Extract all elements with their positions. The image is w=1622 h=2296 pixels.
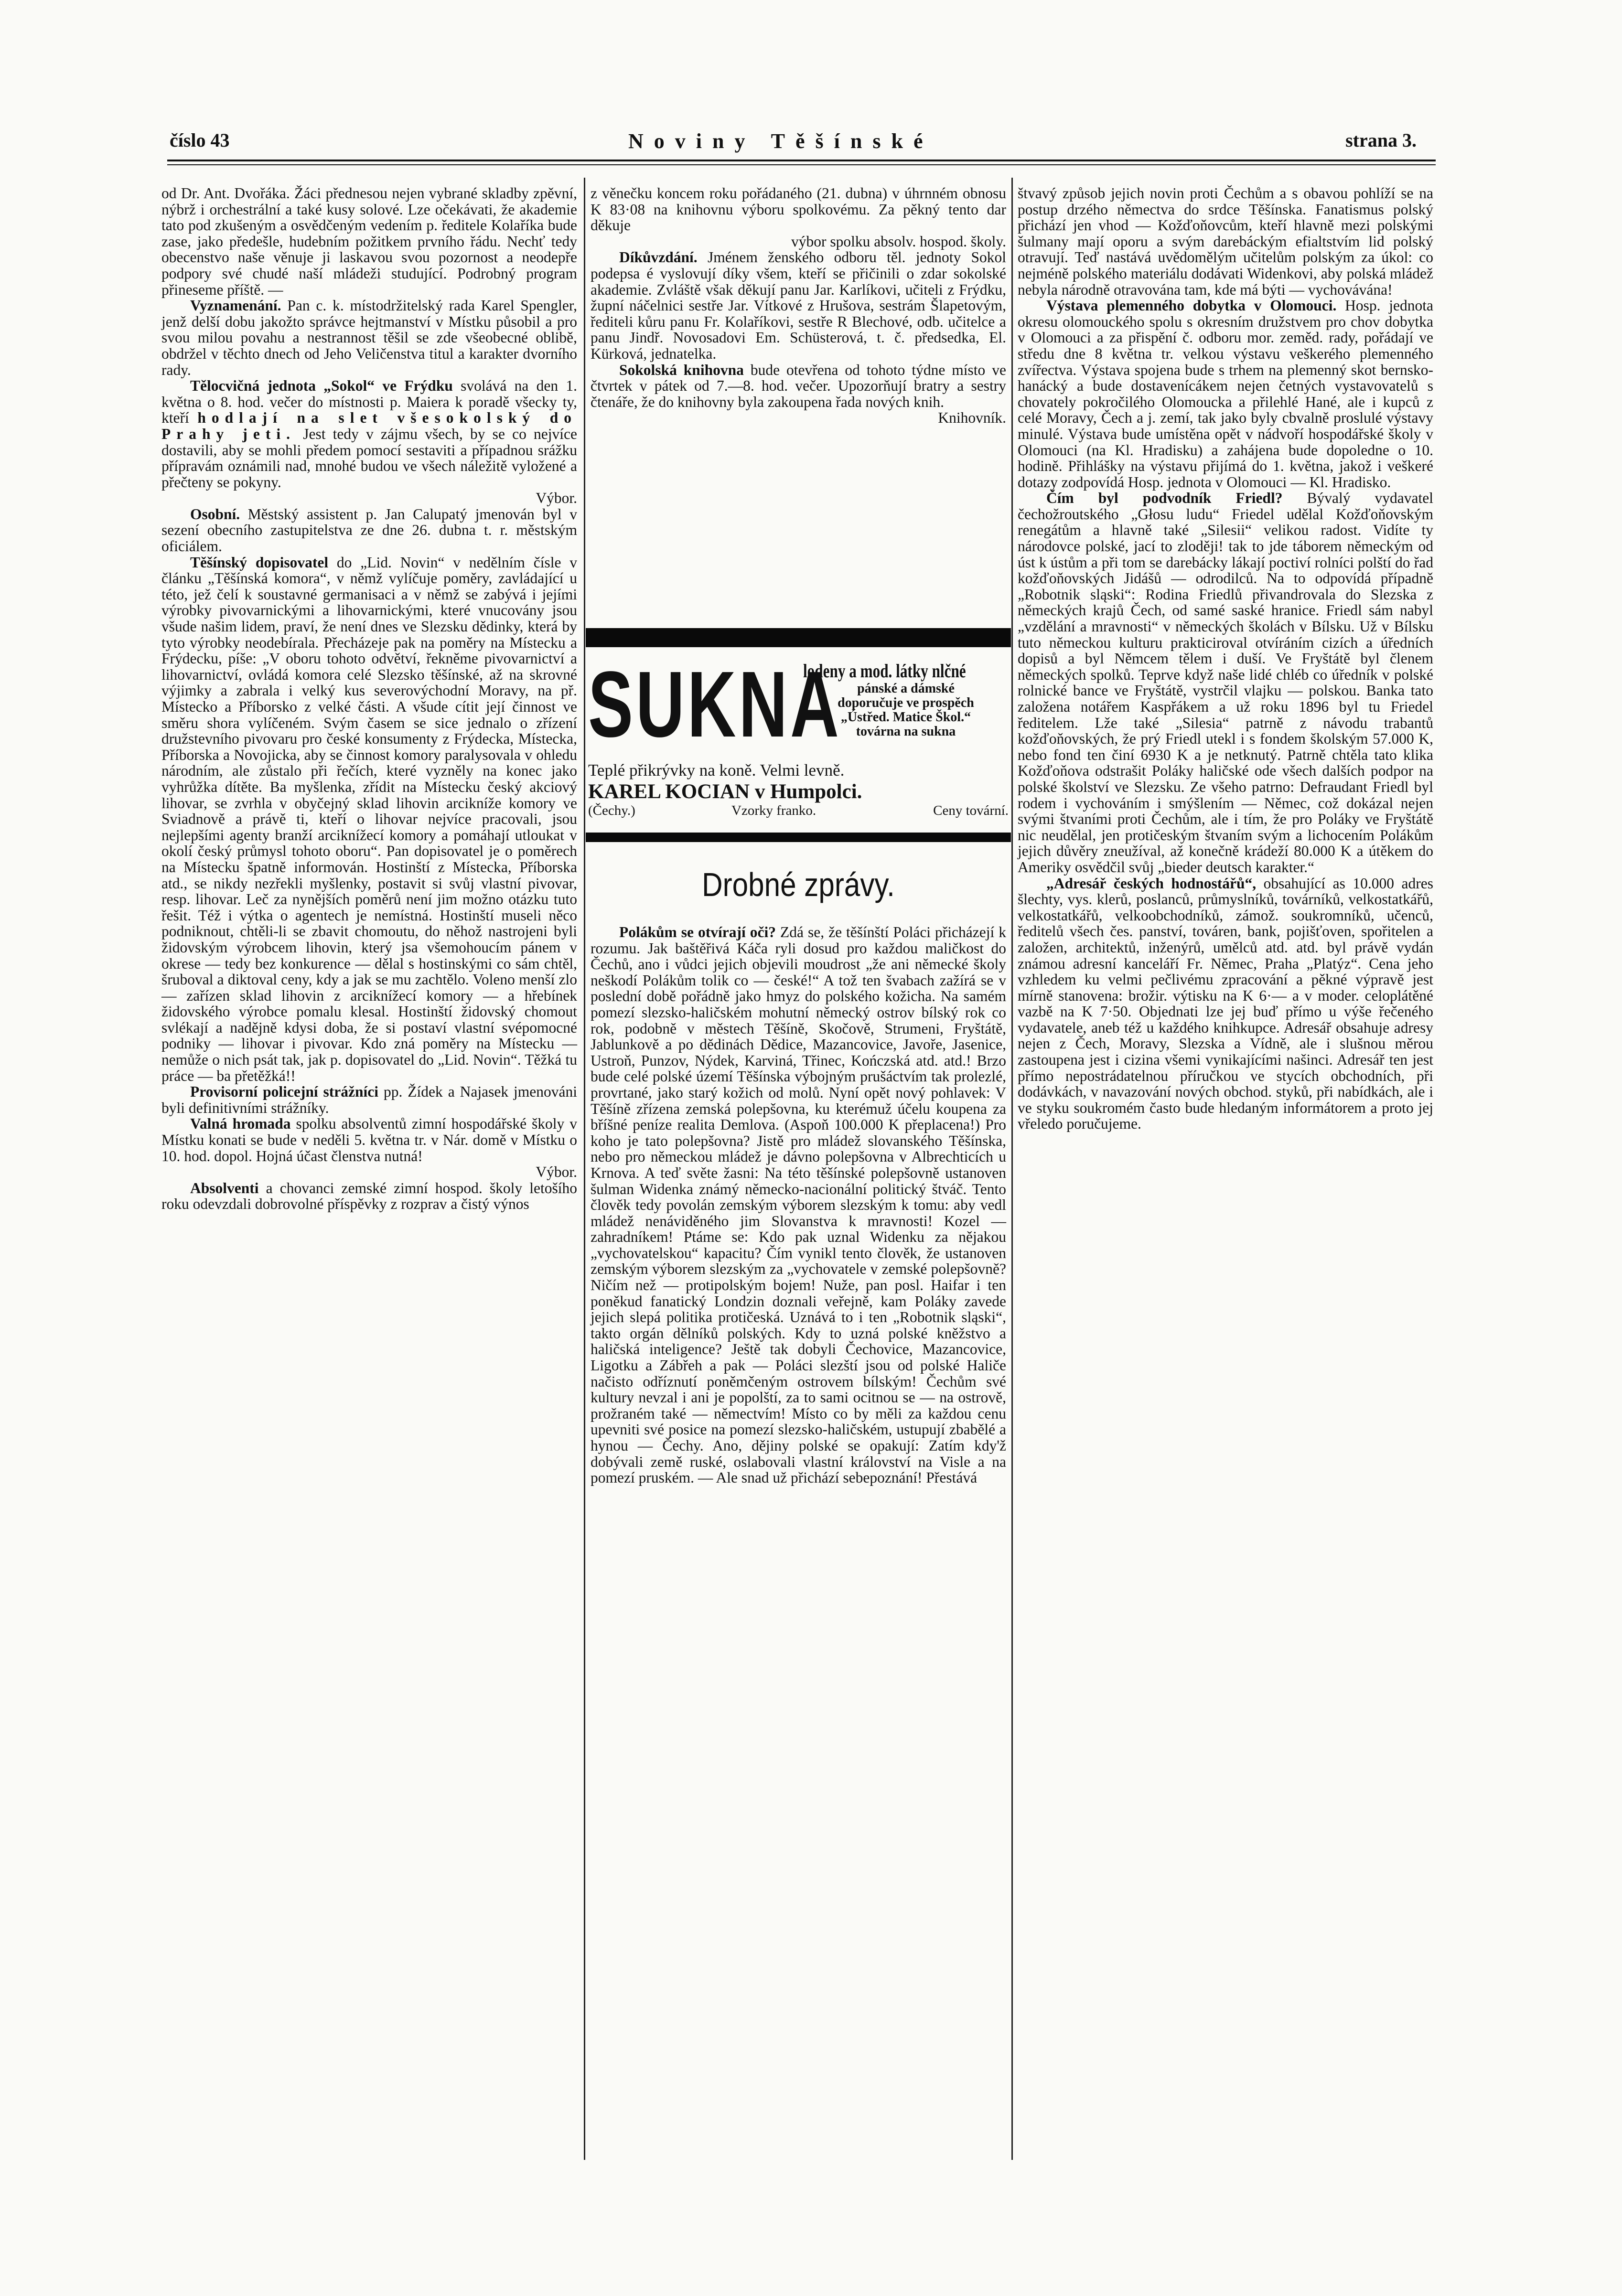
item-heading: Provisorní policejní strážníci <box>190 1083 379 1100</box>
advertisement-sukna <box>586 623 1011 824</box>
news-item <box>1018 490 1433 875</box>
article-text: štvavý způsob jejich novin proti Čechům a s obavou pohlíží se na postup drzého němectva do srdce Těšínska. Fanatismus polský přichází jen vhod — Kožďoňovcům, kteří hlavně mezi polskými šulmany mají oporu a svým darebáckým efialtstvím lid polský otravují. Teď nastává uvědomělým učitelům polským za úkol: co nejméně polského materiálu dodávati Widenkovi, aby polská mládež nebyla národně otravována tam, kde má býti — vychovávána! <box>1018 185 1433 298</box>
news-item <box>1018 298 1433 490</box>
news-item <box>1018 876 1433 1132</box>
item-heading: Těšínský dopisovatel <box>190 554 329 571</box>
signature: Výbor. <box>536 490 577 507</box>
page-number: strana 3. <box>1345 129 1417 151</box>
item-body: Pan c. k. místodržitelský rada Karel Spengler, jenž delší dobu jakožto správce hejtmanství v Místku působil a pro svou milou povahu a nestrannost těšil se zde všeobecné oblibě, obdržel v těchto dnech od Jeho Veličenstva titul a karakter dvorního rady. <box>161 297 577 378</box>
item-heading: Sokolská knihovna <box>619 361 744 378</box>
item-body: bude otevřena od tohoto týdne místo ve čtvrtek v pátek od 7.—8. hod. večer. Upozorňují bratry a sestry čtenáře, že do knihovny byla zakoupena řada nových knih. <box>591 361 1006 410</box>
item-body: Zdá se, že těšínští Poláci přicházejí k rozumu. Jak baštěřivá Káča ryli dosud pro každou maličkost do Čechů, ano i vůdci jejich objevili moudrost „že ani německé školy neškodí Polákům tolik co — české!“ A tož ten švabach zažírá se v poslední době pořádně jako hmyz do polského kožicha. Na samém pomezí slezsko-haličském mohutní německý ostrov bílský rok co rok, podobně v městech Těšíně, Skočově, Strumeni, Fryštátě, Jablunkově a po dědinách Dědice, Mazancovice, Javoře, Jasenice, Ustroň, Punzov, Nýdek, Karviná, Třinec, Kończská atd. atd.! Brzo bude celé polské území Těšínska výbojným prušáctvím tak prolezlé, provrtané, jako starý kožich od molů. Nyní opět nový pohlavek: V Těšíně zřízena zemská polepšovna, ku kterémuž účelu koupena za bříšné peníze realita Demlova. (Aspoň 100.000 K přeplacena!) Pro koho je tato polepšovna? Jistě pro mládež slovanského Těšínska, nebo pro německou mládež je dávno polepšovna v Albrechticích u Krnova. A teď světe žasni: Na této těšínské polepšovně ustanoven šulman Widenka známý německo-nacionální politický štváč. Tento člověk tedy povolán zemským výborem slezským k tomu: aby vedl mládež nenáviděného jim Slovanstva k mravnosti! Kozel — zahradníkem! Ptáme se: Kdo pak uznal Widenku za nějakou „vychovatelskou“ kapacitu? Čím vynikl tento člověk, že ustanoven zemským výborem slezským za „vychovatele v zemské polepšovně? Ničím než — protipolským bojem! Nuže, pan posl. Haifar i ten poněkud fanatický Londzin doznali veřejně, kam Poláky zavede jejich slepá politika protičeská. Uznává to i ten „Robotnik sląski“, takto orgán dělníků polských. Kdy to uzná polské kněžstvo a haličská inteligence? Ještě tak dobyli Čechovice, Mazancovice, Ligotku a Zábřeh a pak — Poláci slezští jsou od polské Haliče načisto odříznutí poněmčeným ostrovem bílským! Čechům své kultury nevzal i ani je popolští, za to sami ocitnou se — na ostrově, prožraném také — němectvím! Místo co by měli za každou cenu upevniti své posice na pomezí slezsko-haličském, ustupují zbabělé a hynou — Čechy. Ano, dějiny polské se opakují: Zatím kdy'ž dobývali země ruské, oslabovali vlastní království na Visle a na pomezí pruském. — Ale snad už přichází sebepoznání! Přestává <box>591 924 1006 1486</box>
news-item <box>161 298 577 378</box>
news-item <box>161 506 577 555</box>
header-rule-bottom <box>167 164 1436 165</box>
ad-bottom-bar <box>586 833 1011 842</box>
item-heading: Polákům se otvírají oči? <box>619 924 776 940</box>
signature: výbor spolku absolv. hospod. školy. <box>791 233 1006 250</box>
item-body: a chovanci zemské zimní hospod. školy letošího roku odevzdali dobrovolné příspěvky z rozprav a čistý výnos <box>161 1179 577 1213</box>
signature: Knihovník. <box>938 409 1006 427</box>
ad-side-line: továrna na sukna <box>856 724 956 739</box>
ad-headline: SUKNA <box>588 652 842 757</box>
item-body: Jest tedy v zájmu všech, by se co nejvíce dostavili, aby se mohli předem pomocí sestaviti a případnou srážku přípravám oznámili nad, mnohé budou ve všech náležitě vyložené a přečteny se pokyny. <box>161 425 577 491</box>
signature: Výbor. <box>536 1164 577 1181</box>
item-body: Bývalý vydavatel čechožroutského „Głosu ludu“ Friedel udělal Kožďoňovským renegátům a hlavně také „Silesii“ velikou radost. Vidíte ty národovce polské, jací to zloději! tak to jde táborem německým od úst k ústům a při tom se darebácky lákají poctiví rolníci polští do řad kožďoňovských Jidášů — odrodilců. Na to odpovídá případně „Robotnik sląski“: Rodina Friedlů přivandrovala do Slezska z německých krajů Čech, od samé saské hranice. Friedl sám nabyl „vzdělání a mravnosti“ v německých školách v Bílsku. Už v Bílsku tuto německou kulturu prakticiroval otvíráním cizích a úředních dopisů a byl Němcem tělem i duší. Ve Fryštátě byl členem německých spolků. Teprve když naše lidé chléb co úředník v polské rolnické bance ve Fryštátě, vystrčil vlajku — polskou. Banka tato založena notářem Kaspřákem a už roku 1896 byl tu Friedel ředitelem. Lže také „Silesia“ patrně z návodu trabantů kožďoňovských, že prý Friedl utekl i s fondem školským 57.000 K, nebo fond ten činí 6930 K a je netknutý. Patrně chtěla tato klika Kožďoňova odstrašit Poláky haličské ode všech dalších podpor na polské školství ve Slezsku. Ze všeho patrno: Defraudant Friedl byl rodem i vychováním i smýšlením — Němec, což dokázal nejen svými štvaními proti Čechům, ale i tím, že pro Poláky ve Fryštátě nic neudělal, jen protičeským štvaním svým a lichocením Polákům jejich důvěry zneužíval, až konečně krádeží 80.000 K a útěkem do Ameriky osvědčil svůj „bieder deutsch karakter.“ <box>1018 490 1433 876</box>
item-heading: Tělocvičná jednota „Sokol“ ve Frýdku <box>190 377 453 395</box>
section-title: Drobné zprávy. <box>702 866 895 903</box>
news-item <box>161 1180 577 1212</box>
header-rule-top <box>167 160 1436 161</box>
column-1 <box>161 185 577 1212</box>
column-3 <box>1018 185 1433 1132</box>
item-body: do „Lid. Novin“ v nedělním čísle v článku „Těšínská komora“, v němž vylíčuje poměry, zavládající u této, jež čelí k soustavné germanisaci a v němž se zabývá i jejími výrobky pivovarnickými a lihovarnickými, které vnucovány jsou všude našim lidem, praví, že není dnes ve Slezsku dědinky, která by tyto výrobky neodebírala. Přecházeje pak na poměry na Místecku a Frýdecku, píše: „V oboru tohoto odvětví, řekněme pivovarnictví a lihovarnictví, ovládá komora celé Slezsko těšínské, až na skrovné výjimky a zabrala i velký kus severovýchodní Moravy, na př. Místecko a Příborsko z velké části. A všude cítit její činnost ve směru shora vylíčeném. Svým časem se sice jednalo o zřízení družstevního pivovaru pro české konsumenty z Frýdecka, Místecka, Příborska a Novojicka, aby se činnost komory paralysovala v ohledu národním, ale zůstalo při řečích, které vyzněly na konec jako vyhrůžka dítěte. Ba myšlenka, zřídit na Místecku český akciový lihovar, se zvrhla v obyčejný sklad lihovin arcikníže komory ve Sviadnově a právě ti, kteří o lihovar nejvíce pracovali, jsou nejlepšími agenty branží arciknížecí komory a pomáhají utloukat v okolí český průmysl tohoto oboru“. Pan dopisovatel je o poměrech na Místecku špatně informován. Hostinští z Místecka, Příborska atd., se nikdy nezřekli myšlenky, postavit si svůj vlastní pivovar, resp. lihovar. Leč za nynějších poměrů není jim možno otázku tuto řešit. Též i výtka o agentech je nemístná. Hostinští museli něco podniknout, chtěli-li se zbavit chomoutu, do něhož nastrojeni byli židovským výrobcem lihovin, který jsa všemohoucím pánem v okrese — tedy bez konkurence — dělal s hostinskými co sám chtěl, šruboval a diktoval ceny, kdy a jak se mu zachtělo. Voleno menší zlo — zařízen sklad lihovin z arciknížecí komory — a hřebínek židovského výrobce pomalu klesal. Hostinští židovský chomout svlékají a nadějně kdysi doba, že si postaví vlastní svépomocné podniky — lihovar i pivovar. Kdo zná poměry na Místecku — nemůže o nich psát tak, jak p. dopisovatel do „Lid. Novin“. Těžká tu práce — ba přetěžká!! <box>161 554 577 1084</box>
column-2-continued <box>591 924 1006 1486</box>
news-item <box>161 378 577 490</box>
ad-footer-left: (Čechy.) <box>588 803 635 818</box>
news-item <box>591 249 1006 362</box>
ad-top-bar <box>586 628 1011 647</box>
item-body: Hosp. jednota okresu olomouckého spolu s okresním družstvem pro chov dobytka v Olomouci a za přispění č. odboru mor. zeměd. rady, pořádají ve středu dne 8 května tr. velkou výstavu veškerého plemenného zvířectva. Výstava spojena bude s trhem na plemenný skot bernsko-hanácký a bude dostavenícákem nejen četných vystavovatelů s chovately pokročilého Olomoucka a přilehlé Hané, ale i kupců z celé Moravy, Čech a j. zemí, tak jako byly cbvalně proslulé výstavy minulé. Výstava bude umístěna opět v nádvoří hospodářské školy v Olomouci (na Kl. Hradisku) a zahájena bude dopoledne o 10. hodině. Přihlášky na výstavu přijímá do 1. května, jakož i veškeré dotazy zodpovídá Hosp. jednota v Olomouci — Kl. Hradisko. <box>1018 297 1433 491</box>
item-heading: Čím byl podvodník Friedl? <box>1046 490 1283 507</box>
news-item <box>161 1084 577 1116</box>
news-item <box>161 555 577 1084</box>
article-text: z věnečku koncem roku pořádaného (21. dubna) v úhrnném obnosu K 83·08 na knihovnu výboru spolkovému. Za pěkný tento dar děkuje <box>591 185 1006 234</box>
item-heading: Osobní. <box>190 505 240 523</box>
news-item <box>591 924 1006 1486</box>
ad-side-line: pánské a dámské <box>857 681 955 696</box>
column-divider-2 <box>1011 178 1013 2160</box>
item-heading: Vyznamenání. <box>190 297 281 314</box>
item-body: Jménem ženského odboru těl. jednoty Sokol podepsa é vyslovují díky všem, kteří se přičinili o zdar sokolské akademie. Zvláště však děkují panu Jar. Karlíkovi, učiteli z Frýdku, župní náčelnici sestře Jar. Vítkové z Hrušova, sestrám Šlapetovým, řediteli kůru panu Fr. Kolaříkovi, sestře R Blechové, odb. učitelce a panu Jindř. Novosadovi Em. Schüsterová, t. č. předsedka, El. Kürková, jednatelka. <box>591 249 1006 362</box>
item-heading: Výstava plemenného dobytka v Olomouci. <box>1046 297 1337 314</box>
newspaper-title: Noviny Těšínské <box>628 129 934 153</box>
ad-side-line: lodeny a mod. látky nlčné <box>803 660 966 682</box>
article-text: od Dr. Ant. Dvořáka. Žáci přednesou nejen vybrané skladby zpěvní, nýbrž i orchestrální a také kusy solové. Lze očekávati, že akademie tato pod zkušeným a osvědčeným vedením p. ředitele Kolaříka bude zase, jako předešle, hudebním požitkem prvního řádu. Nechť tedy obecenstvo naše věnuje ji laskavou svou pozornost a neodepře podpory své chudé naší mládeži studující. Podrobný program přineseme příště. — <box>161 185 577 298</box>
ad-side-line: doporučuje ve prospěch <box>838 695 974 710</box>
item-heading: Absolventi <box>190 1179 259 1196</box>
spaced-emphasis: hodlají na slet všesokolský do Prahy jeti. <box>161 409 577 442</box>
ad-side-line: „Ústřed. Matice Škol.“ <box>840 710 971 725</box>
column-2 <box>591 185 1006 426</box>
page-header <box>170 129 1417 158</box>
issue-number: číslo 43 <box>170 129 230 151</box>
item-heading: Valná hromada <box>190 1115 291 1132</box>
ad-footer-right: Ceny tovární. <box>933 803 1009 818</box>
ad-side-text <box>803 661 1009 739</box>
column-divider-1 <box>584 178 585 2160</box>
news-item <box>161 1116 577 1164</box>
item-body: Městský assistent p. Jan Calupatý jmenován byl v sezení obecního zastupitelstva ze dne 26. dubna t. r. městským oficiálem. <box>161 505 577 555</box>
item-body: spolku absolventů zimní hospodářské školy v Místku konati se bude v neděli 5. května tr. v Nár. domě v Místku o 10. hod. dopol. Hojná účast členstva nutná! <box>161 1115 577 1164</box>
item-body: pp. Žídek a Najasek jmenováni byli definitivními strážníky. <box>161 1083 577 1116</box>
item-heading: „Adresář českých hodnostářů“, <box>1046 875 1257 892</box>
news-item <box>591 362 1006 410</box>
ad-tagline: Teplé přikrývky na koně. Velmi levně. <box>588 761 845 780</box>
item-body: svolává na den 1. května o 8. hod. večer do místnosti p. Maiera k poradě všecky ty, kteří <box>161 377 577 427</box>
ad-footer-mid: Vzorky franko. <box>731 803 816 818</box>
item-heading: Díkůvzdání. <box>619 249 698 266</box>
ad-company: KAREL KOCIAN v Humpolci. <box>588 780 862 803</box>
item-body: obsahující as 10.000 adres šlechty, vys. klerů, poslanců, průmyslníků, továrníků, velkostatkářů, velkostatkářů, velkoobchodníků, zámož. soukromníků, učenců, ředitelů všech čes. panství, továren, bank, pojišťoven, spořitelen a založen, architektů, inženýrů, umělců atd. atd. byl právě vydán známou adresní kanceláří Fr. Němec, Praha „Platýz“. Cena jeho vzhledem ku velmi pečlivému zpracování a pěkné výpravě jest mírně stanovena: brožir. výtisku na K 6·— a v moder. celoplátěné vazbě na K 7·50. Objednati lze jej buď přímo u výše řečeného vydavatele, aneb též u každého knihkupce. Adresář obsahuje adresy nejen z Čech, Moravy, Slezska a Vídně, ale i slušnou měrou zastoupena jest i cizina všemi vynikajícími našinci. Adresář ten jest přímo nepostrádatelnou příručkou ve stycích obchodních, při dodávkách, v navazování nových obchod. styků, při nabídkách, ale i ve styku soukromém často bude hledaným informátorem a proto jej vřeledo poručujeme. <box>1018 875 1433 1132</box>
